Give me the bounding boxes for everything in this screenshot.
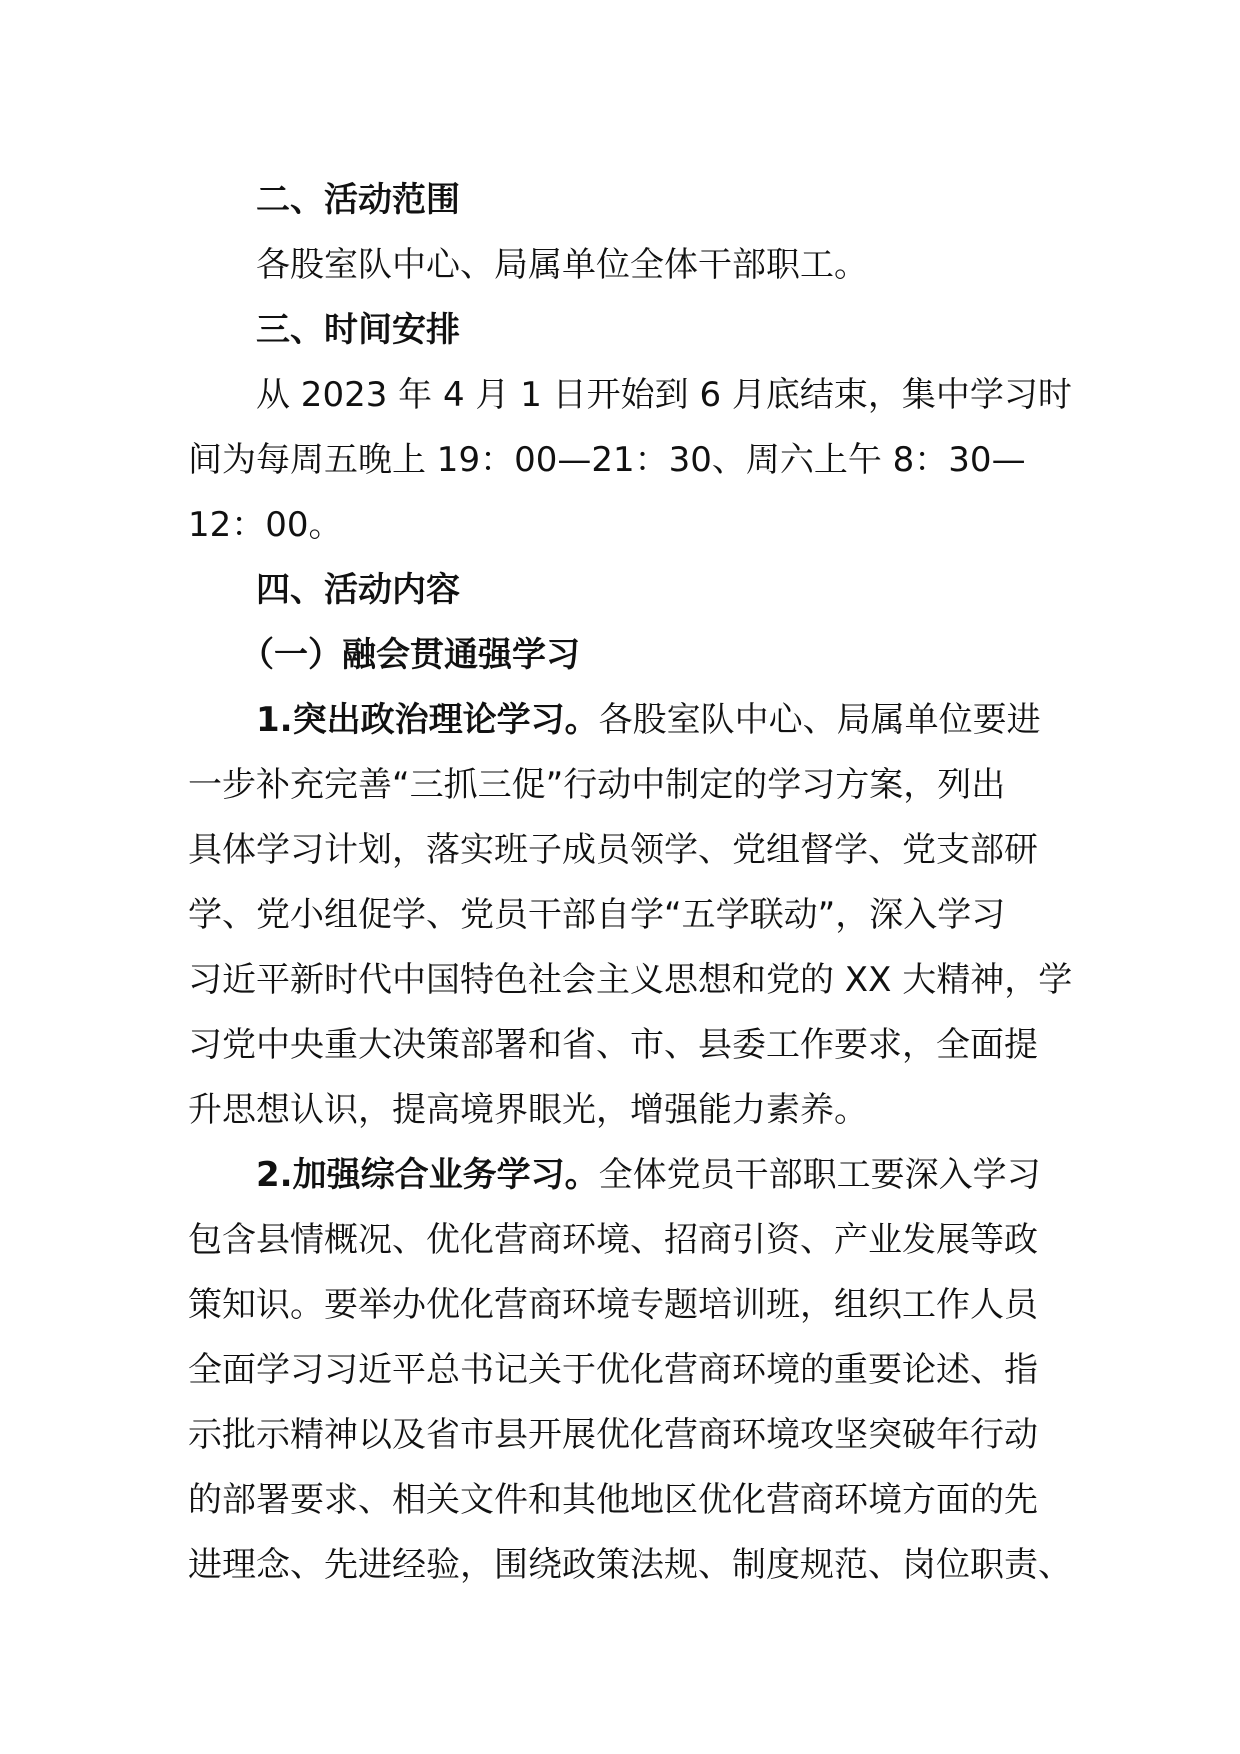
item2-line: 示批示精神以及省市县开展优化营商环境攻坚突破年行动 <box>188 1415 1038 1455</box>
time-line-3: 12：00。 <box>188 505 343 545</box>
item1-line: 习党中央重大决策部署和省、市、县委工作要求，全面提 <box>188 1025 1038 1065</box>
item2-first-rest: 全体党员干部职工要深入学习 <box>598 1155 1041 1195</box>
document-body <box>188 168 1073 1598</box>
item1-line: 具体学习计划，落实班子成员领学、党组督学、党支部研 <box>188 830 1038 870</box>
item2-line: 全面学习习近平总书记关于优化营商环境的重要论述、指 <box>188 1350 1038 1390</box>
item2-line: 包含县情概况、优化营商环境、招商引资、产业发展等政 <box>188 1220 1038 1260</box>
section-heading-scope: 二、活动范围 <box>256 180 460 220</box>
item1-line: 一步补充完善“三抓三促”行动中制定的学习方案，列出 <box>188 765 1006 805</box>
subheading-learning: （一）融会贯通强学习 <box>240 635 580 675</box>
item1-first-line <box>188 688 1068 753</box>
time-line-2: 间为每周五晚上 19：00—21：30、周六上午 8：30— <box>188 440 1026 480</box>
item2-lead: 2.加强综合业务学习。 <box>256 1155 599 1195</box>
time-line-1: 从 2023 年 4 月 1 日开始到 6 月底结束，集中学习时 <box>256 375 1072 415</box>
item1-lead: 1.突出政治理论学习。 <box>256 700 599 740</box>
section-heading-content: 四、活动内容 <box>256 570 460 610</box>
item1-line: 学、党小组促学、党员干部自学“五学联动”，深入学习 <box>188 895 1006 935</box>
item1-first-rest: 各股室队中心、局属单位要进 <box>598 700 1041 740</box>
item2-first-line <box>188 1143 1068 1208</box>
item1-line: 升思想认识，提高境界眼光，增强能力素养。 <box>188 1090 868 1130</box>
section-heading-time: 三、时间安排 <box>256 310 460 350</box>
item2-line: 的部署要求、相关文件和其他地区优化营商环境方面的先 <box>188 1480 1038 1520</box>
scope-paragraph: 各股室队中心、局属单位全体干部职工。 <box>256 245 868 285</box>
item2-line: 进理念、先进经验，围绕政策法规、制度规范、岗位职责、 <box>188 1545 1072 1585</box>
item2-line: 策知识。要举办优化营商环境专题培训班，组织工作人员 <box>188 1285 1038 1325</box>
item1-line: 习近平新时代中国特色社会主义思想和党的 XX 大精神，学 <box>188 960 1073 1000</box>
